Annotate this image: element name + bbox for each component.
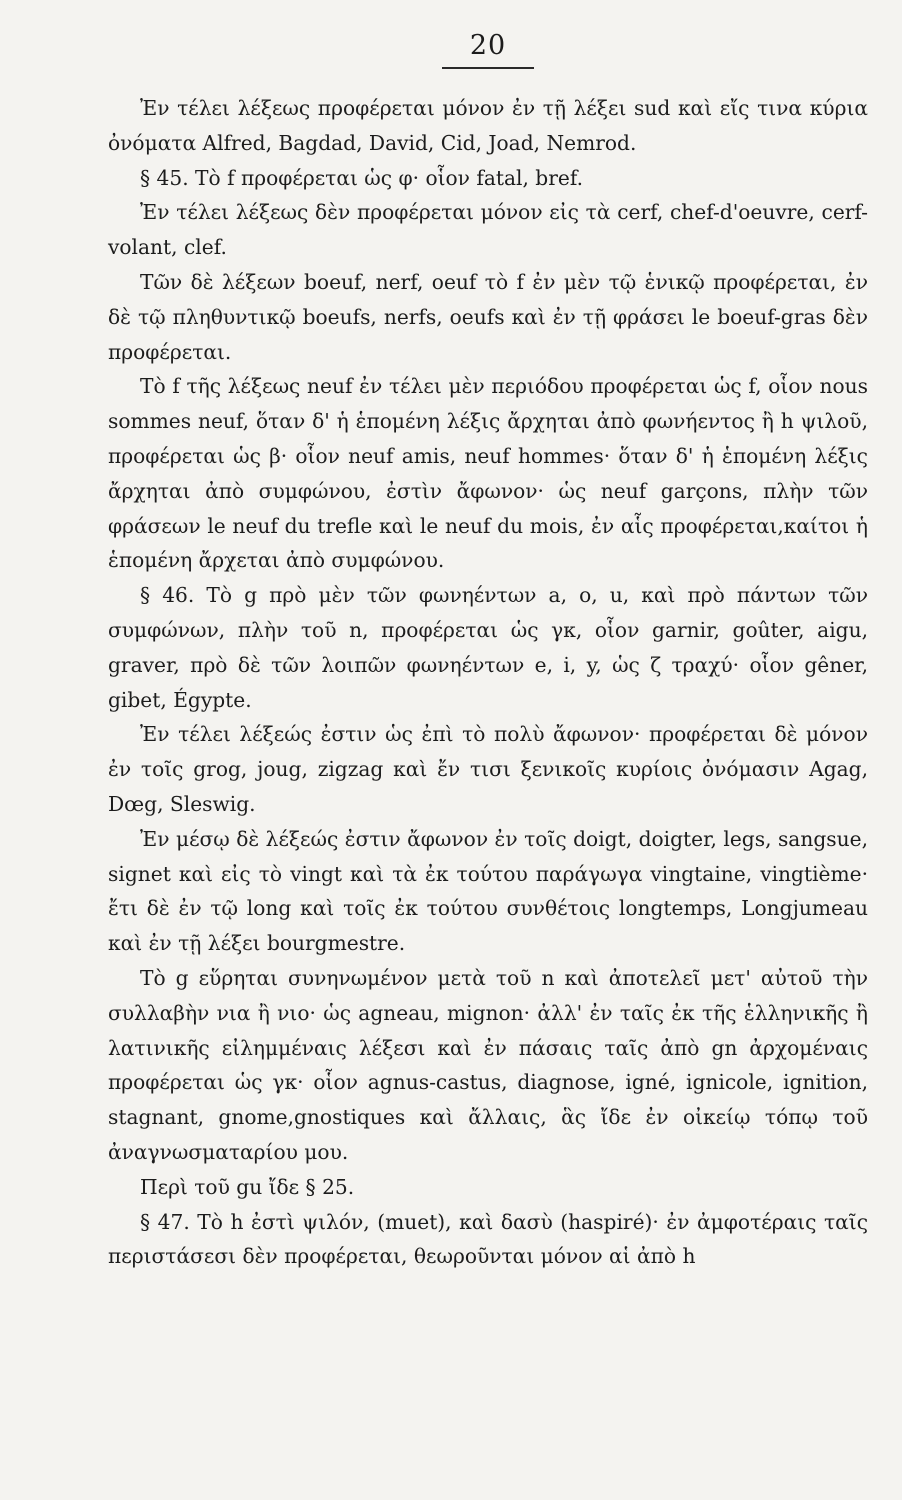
paragraph: Τῶν δὲ λέξεων boeuf, nerf, oeuf τὸ f ἐν μὲν τῷ ἑνικῷ προφέρεται, ἐν δὲ τῷ πληθυντικῷ boeufs, nerfs, oeufs καὶ ἐν τῇ φράσει le boeuf-gras δὲν προφέρεται. xyxy=(108,269,868,364)
paragraph: Τὸ f τῆς λέξεως neuf ἐν τέλει μὲν περιόδου προφέρεται ὡς f, οἷον nous sommes neuf, ὅταν δ' ἡ ἑπομένη λέξις ἄρχηται ἀπὸ φωνήεντος ἢ h ψιλοῦ, προφέρεται ὡς β· οἷον neuf amis, neuf hommes· ὅταν δ' ἡ ἑπομένη λέξις ἄρχηται ἀπὸ συμφώνου, ἐστὶν ἄφωνον· ὡς neuf garçons, πλὴν τῶν φράσεων le neuf du trefle καὶ le neuf du mois, ἐν αἷς προφέρεται,καίτοι ἡ ἑπομένη ἄρχεται ἀπὸ συμφώνου. xyxy=(108,374,868,573)
paragraph: Ἐν τέλει λέξεώς ἐστιν ὡς ἐπὶ τὸ πολὺ ἄφωνον· προφέρεται δὲ μόνον ἐν τοῖς grog, joug, zigzag καὶ ἔν τισι ξενικοῖς κυρίοις ὀνόμασιν Agag, Dœg, Sleswig. xyxy=(108,722,868,816)
paragraph: § 45. Τὸ f προφέρεται ὡς φ· οἷον fatal, bref. xyxy=(140,165,584,190)
paragraph: § 47. Τὸ h ἐστὶ ψιλόν, (muet), καὶ δασὺ (haspiré)· ἐν ἀμφοτέραις ταῖς περιστάσεσι δὲν προφέρεται, θεωροῦνται μόνον αἱ ἀπὸ h xyxy=(108,1209,868,1269)
page-number: 20 xyxy=(469,30,507,61)
paragraph: Ἐν τέλει λέξεως προφέρεται μόνον ἐν τῇ λέξει sud καὶ εἴς τινα κύρια ὀνόματα Alfred, Bagdad, David, Cid, Joad, Nemrod. xyxy=(108,96,868,155)
paragraph: Περὶ τοῦ gu ἴδε § 25. xyxy=(140,1174,355,1199)
body-text xyxy=(108,91,868,1274)
paragraph: Ἐν τέλει λέξεως δὲν προφέρεται μόνον εἰς τὰ cerf, chef-d'oeuvre, cerf-volant, clef. xyxy=(108,200,868,260)
paragraph: Τὸ g εὕρηται συνηνωμένον μετὰ τοῦ n καὶ ἀποτελεῖ μετ' αὐτοῦ τὴν συλλαβὴν νια ἢ νιο· ὡς agneau, mignon· ἀλλ' ἐν ταῖς ἐκ τῆς ἑλληνικῆς ἢ λατινικῆς εἰλημμέναις λέξεσι καὶ ἐν πάσαις ταῖς ἀπὸ gn ἀρχομέναις προφέρεται ὡς γκ· οἷον agnus-castus, diagnose, igné, ignicole, ignition, stagnant, gnome,gnostiques καὶ ἄλλαις, ἃς ἴδε ἐν οἰκείῳ τόπῳ τοῦ ἀναγνωσματαρίου μου. xyxy=(108,965,868,1164)
header-rule xyxy=(442,67,534,69)
paragraph: Ἐν μέσῳ δὲ λέξεώς ἐστιν ἄφωνον ἐν τοῖς doigt, doigter, legs, sangsue, signet καὶ εἰς τὸ vingt καὶ τὰ ἐκ τούτου παράγωγα vingtaine, vingtième· ἔτι δὲ ἐν τῷ long καὶ τοῖς ἐκ τούτου συνθέτοις longtemps, Longjumeau καὶ ἐν τῇ λέξει bourgmestre. xyxy=(108,826,868,956)
paragraph: § 46. Τὸ g πρὸ μὲν τῶν φωνηέντων a, o, u, καὶ πρὸ πάντων τῶν συμφώνων, πλὴν τοῦ n, προφέρεται ὡς γκ, οἷον garnir, goûter, aigu, graver, πρὸ δὲ τῶν λοιπῶν φωνηέντων e, i, y, ὡς ζ τραχύ· οἷον gêner, gibet, Égypte. xyxy=(108,583,868,712)
book-page xyxy=(108,30,868,1274)
